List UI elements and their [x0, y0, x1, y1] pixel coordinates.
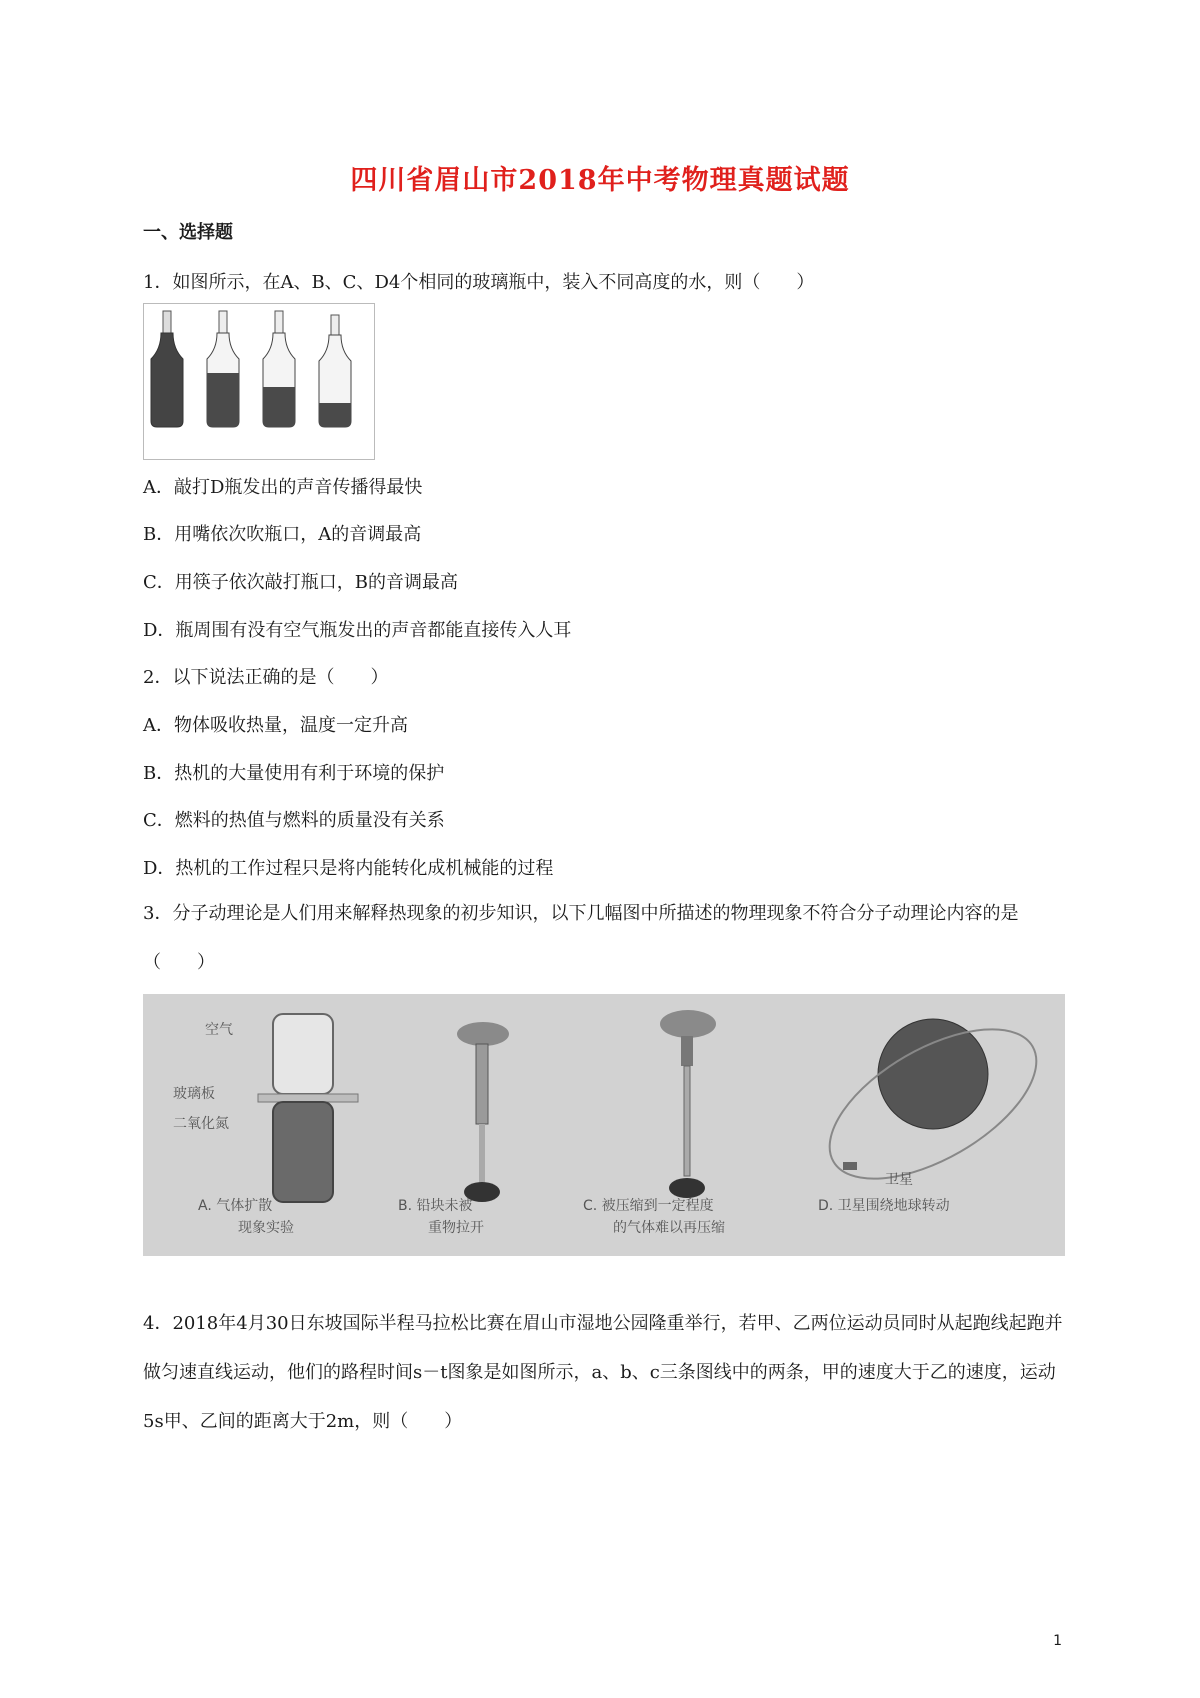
question-1-option-c: C．用筷子依次敲打瓶口，B的音调最高: [143, 572, 458, 593]
label-satellite: 卫星: [885, 1172, 913, 1188]
label-air: 空气: [205, 1022, 233, 1038]
question-2-option-d: D．热机的工作过程只是将内能转化成机械能的过程: [143, 858, 554, 879]
page-number: 1: [1053, 1633, 1062, 1649]
question-3-stem: 3．分子动理论是人们用来解释热现象的初步知识，以下几幅图中所描述的物理现象不符合分子动理论内容的是（ ）: [143, 903, 1019, 973]
question-1-figure-bottles: [143, 303, 375, 460]
caption-b-line1: B. 铅块未被: [398, 1198, 473, 1214]
question-1-option-a: A．敲打D瓶发出的声音传播得最快: [143, 477, 423, 498]
question-3-figure-panels: [143, 994, 1065, 1256]
question-2-option-b: B．热机的大量使用有利于环境的保护: [143, 763, 445, 784]
label-nitrogen-dioxide: 二氧化氮: [173, 1116, 229, 1132]
section-heading: 一、选择题: [143, 222, 233, 243]
caption-c-line1: C. 被压缩到一定程度: [583, 1198, 714, 1214]
question-2-option-a: A．物体吸收热量，温度一定升高: [143, 715, 408, 736]
question-1-option-b: B．用嘴依次吹瓶口，A的音调最高: [143, 524, 422, 545]
caption-c-line2: 的气体难以再压缩: [613, 1220, 725, 1236]
question-2-stem: 2．以下说法正确的是（ ）: [143, 667, 389, 688]
question-1-stem: 1．如图所示，在A、B、C、D4个相同的玻璃瓶中，装入不同高度的水，则（ ）: [143, 272, 815, 293]
caption-d: D. 卫星围绕地球转动: [818, 1198, 950, 1214]
page-title: 四川省眉山市2018年中考物理真题试题: [350, 165, 850, 196]
caption-b-line2: 重物拉开: [428, 1220, 484, 1236]
label-glass-plate: 玻璃板: [173, 1086, 215, 1102]
caption-a-line2: 现象实验: [238, 1220, 294, 1236]
question-2-option-c: C．燃料的热值与燃料的质量没有关系: [143, 810, 445, 831]
caption-a-line1: A. 气体扩散: [198, 1198, 273, 1214]
question-4-stem: 4．2018年4月30日东坡国际半程马拉松比赛在眉山市湿地公园隆重举行，若甲、乙两位运动员同时从起跑线起跑并做匀速直线运动，他们的路程时间s－t图象是如图所示，a、b、c三条图线中的两条，甲的速度大于乙的速度，运动5s甲、乙间的距离大于2m，则（ ）: [143, 1313, 1063, 1432]
question-1-option-d: D．瓶周围有没有空气瓶发出的声音都能直接传入人耳: [143, 620, 572, 641]
